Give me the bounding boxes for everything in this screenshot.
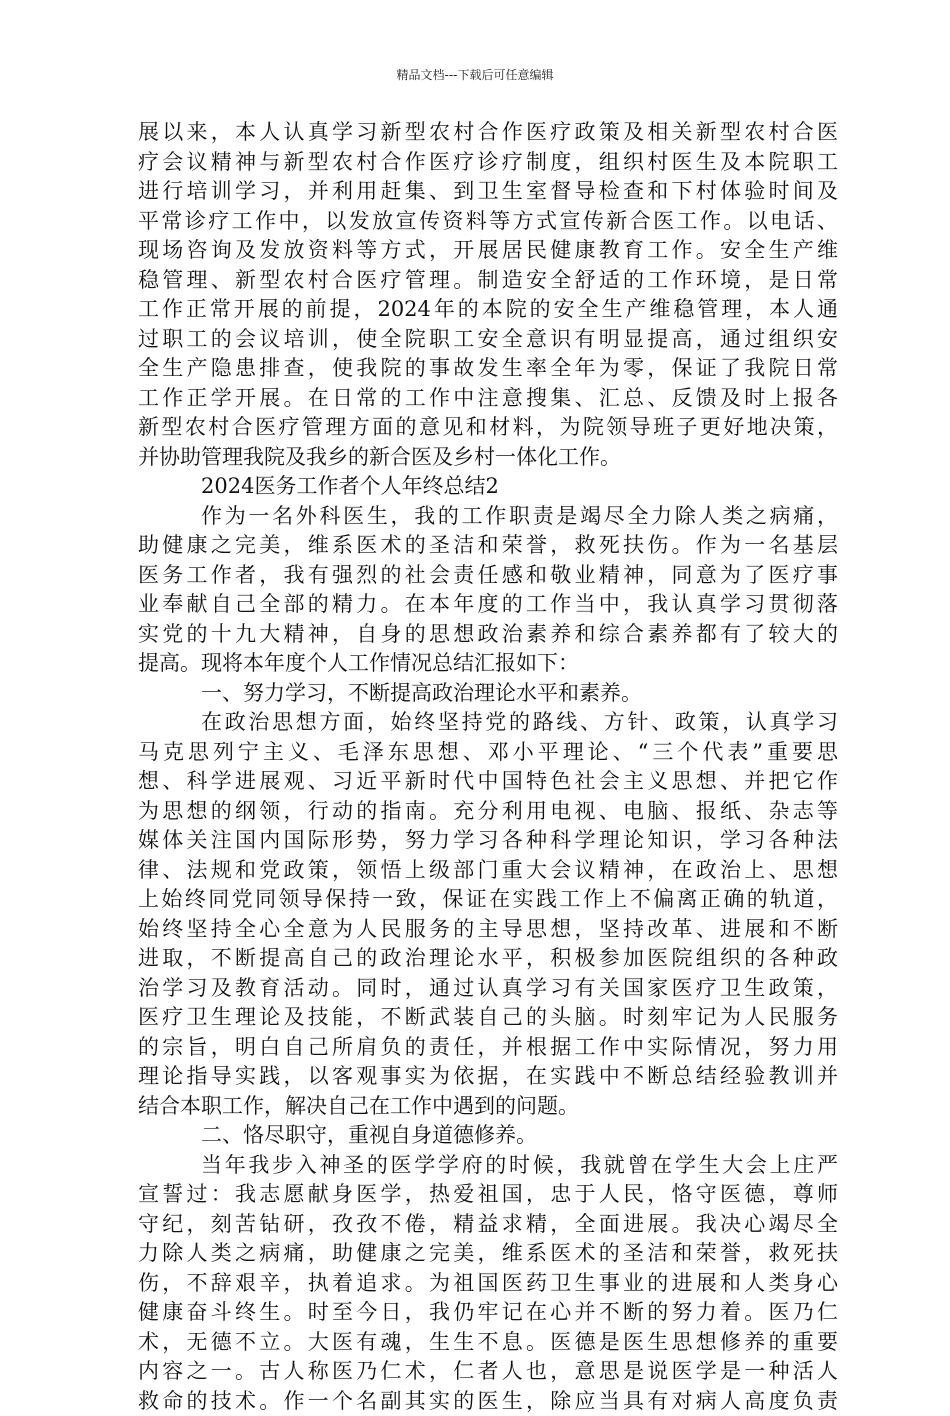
text-line: 二、恪尽职守，重视自身道德修养。: [138, 1121, 838, 1151]
text-line: 结合本职工作，解决自己在工作中遇到的问题。: [138, 1092, 838, 1122]
text-line: 始终坚持全心全意为人民服务的主导思想，坚持改革、进展和不断: [138, 915, 838, 945]
text-line: 马克思列宁主义、毛泽东思想、邓小平理论、“三个代表”重要思: [138, 738, 838, 768]
text-line: 稳管理、新型农村合医疗管理。制造安全舒适的工作环境，是日常: [138, 266, 838, 296]
text-line: 伤，不辞艰辛，执着追求。为祖国医药卫生事业的进展和人类身心: [138, 1269, 838, 1299]
text-line: 为思想的纲领，行动的指南。充分利用电视、电脑、报纸、杂志等: [138, 797, 838, 827]
text-line: 助健康之完美，维系医术的圣洁和荣誉，救死扶伤。作为一名基层: [138, 531, 838, 561]
text-line: 守纪，刻苦钻研，孜孜不倦，精益求精，全面进展。我决心竭尽全: [138, 1210, 838, 1240]
text-line: 想、科学进展观、习近平新时代中国特色社会主义思想、并把它作: [138, 767, 838, 797]
document-body: [138, 118, 838, 1416]
text-line: 工作正学开展。在日常的工作中注意搜集、汇总、反馈及时上报各: [138, 384, 838, 414]
text-line: 在政治思想方面，始终坚持党的路线、方针、政策，认真学习: [138, 708, 838, 738]
text-line: 治学习及教育活动。同时，通过认真学习有关国家医疗卫生政策，: [138, 974, 838, 1004]
text-line: 术，无德不立。大医有魂，生生不息。医德是医生思想修养的重要: [138, 1328, 838, 1358]
text-line: 律、法规和党政策，领悟上级部门重大会议精神，在政治上、思想: [138, 856, 838, 886]
text-line: 提高。现将本年度个人工作情况总结汇报如下：: [138, 649, 838, 679]
text-line: 现场咨询及发放资料等方式，开展居民健康教育工作。安全生产维: [138, 236, 838, 266]
text-line: 媒体关注国内国际形势，努力学习各种科学理论知识，学习各种法: [138, 826, 838, 856]
text-line: 宣誓过：我志愿献身医学，热爱祖国，忠于人民，恪守医德，尊师: [138, 1180, 838, 1210]
page-header: 精品文档---下载后可任意编辑: [0, 66, 950, 83]
text-line: 平常诊疗工作中，以发放宣传资料等方式宣传新合医工作。以电话、: [138, 207, 838, 237]
text-line: 业奉献自己全部的精力。在本年度的工作当中，我认真学习贯彻落: [138, 590, 838, 620]
text-line: 上始终同党同领导保持一致，保证在实践工作上不偏离正确的轨道，: [138, 885, 838, 915]
text-line: 健康奋斗终生。时至今日，我仍牢记在心并不断的努力着。医乃仁: [138, 1298, 838, 1328]
text-line: 过职工的会议培训，使全院职工安全意识有明显提高，通过组织安: [138, 325, 838, 355]
text-line: 实党的十九大精神，自身的思想政治素养和综合素养都有了较大的: [138, 620, 838, 650]
text-line: 并协助管理我院及我乡的新合医及乡村一体化工作。: [138, 443, 838, 473]
text-line: 的宗旨，明白自己所肩负的责任，并根据工作中实际情况，努力用: [138, 1033, 838, 1063]
text-line: 内容之一。古人称医乃仁术，仁者人也，意思是说医学是一种活人: [138, 1357, 838, 1387]
text-line: 力除人类之病痛，助健康之完美，维系医术的圣洁和荣誉，救死扶: [138, 1239, 838, 1269]
text-line: 作为一名外科医生，我的工作职责是竭尽全力除人类之病痛，: [138, 502, 838, 532]
text-line: 进取，不断提高自己的政治理论水平，积极参加医院组织的各种政: [138, 944, 838, 974]
text-line: 2024医务工作者个人年终总结2: [138, 472, 838, 502]
text-line: 新型农村合医疗管理方面的意见和材料，为院领导班子更好地决策，: [138, 413, 838, 443]
text-line: 当年我步入神圣的医学学府的时候，我就曾在学生大会上庄严: [138, 1151, 838, 1181]
text-line: 救命的技术。作一个名副其实的医生，除应当具有对病人高度负责: [138, 1387, 838, 1416]
text-line: 一、努力学习，不断提高政治理论水平和素养。: [138, 679, 838, 709]
text-line: 医疗卫生理论及技能，不断武装自己的头脑。时刻牢记为人民服务: [138, 1003, 838, 1033]
text-line: 全生产隐患排查，使我院的事故发生率全年为零，保证了我院日常: [138, 354, 838, 384]
text-line: 工作正常开展的前提，2024年的本院的安全生产维稳管理，本人通: [138, 295, 838, 325]
text-line: 理论指导实践，以客观事实为依据，在实践中不断总结经验教训并: [138, 1062, 838, 1092]
text-line: 进行培训学习，并利用赶集、到卫生室督导检查和下村体验时间及: [138, 177, 838, 207]
text-line: 医务工作者，我有强烈的社会责任感和敬业精神，同意为了医疗事: [138, 561, 838, 591]
text-line: 展以来，本人认真学习新型农村合作医疗政策及相关新型农村合医: [138, 118, 838, 148]
text-line: 疗会议精神与新型农村合作医疗诊疗制度，组织村医生及本院职工: [138, 148, 838, 178]
